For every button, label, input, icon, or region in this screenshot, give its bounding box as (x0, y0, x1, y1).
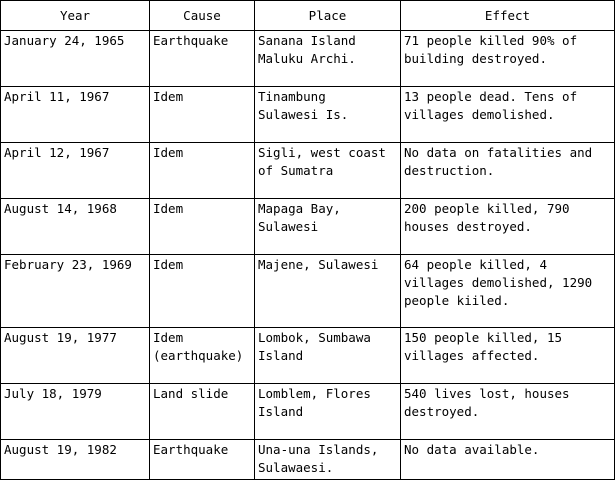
cell-year: August 19, 1982 (1, 440, 150, 480)
cell-place: Majene, Sulawesi (255, 255, 401, 328)
cell-year: April 11, 1967 (1, 87, 150, 143)
cell-cause: Land slide (150, 384, 255, 440)
cell-year: August 19, 1977 (1, 328, 150, 384)
table-row (1, 440, 615, 480)
cell-effect: 71 people killed 90% of building destroyed. (401, 31, 615, 87)
cell-effect: 13 people dead. Tens of villages demolished. (401, 87, 615, 143)
cell-place: Sigli, west coast of Sumatra (255, 143, 401, 199)
cell-effect: 540 lives lost, houses destroyed. (401, 384, 615, 440)
cell-effect: No data on fatalities and destruction. (401, 143, 615, 199)
cell-effect: 64 people killed, 4 villages demolished, 1290 people kiiled. (401, 255, 615, 328)
cell-year: February 23, 1969 (1, 255, 150, 328)
cell-year: January 24, 1965 (1, 31, 150, 87)
table-row (1, 384, 615, 440)
header-effect: Effect (401, 1, 615, 31)
header-cause: Cause (150, 1, 255, 31)
cell-cause: Idem (150, 199, 255, 255)
cell-place: Tinambung Sulawesi Is. (255, 87, 401, 143)
cell-cause: Idem (earthquake) (150, 328, 255, 384)
cell-year: April 12, 1967 (1, 143, 150, 199)
cell-place: Una-una Islands, Sulawaesi. (255, 440, 401, 480)
cell-cause: Idem (150, 255, 255, 328)
cell-effect: 200 people killed, 790 houses destroyed. (401, 199, 615, 255)
header-year: Year (1, 1, 150, 31)
cell-cause: Idem (150, 87, 255, 143)
cell-cause: Idem (150, 143, 255, 199)
cell-effect: No data available. (401, 440, 615, 480)
cell-place: Lomblem, Flores Island (255, 384, 401, 440)
cell-year: August 14, 1968 (1, 199, 150, 255)
cell-effect: 150 people killed, 15 villages affected. (401, 328, 615, 384)
table-row (1, 328, 615, 384)
table-header (1, 1, 615, 31)
table-row (1, 87, 615, 143)
cell-year: July 18, 1979 (1, 384, 150, 440)
table-row (1, 143, 615, 199)
cell-cause: Earthquake (150, 31, 255, 87)
header-row (1, 1, 615, 31)
table-row (1, 199, 615, 255)
header-place: Place (255, 1, 401, 31)
table-row (1, 255, 615, 328)
table-body (1, 31, 615, 480)
table-row (1, 31, 615, 87)
cell-place: Lombok, Sumbawa Island (255, 328, 401, 384)
cell-cause: Earthquake (150, 440, 255, 480)
cell-place: Sanana Island Maluku Archi. (255, 31, 401, 87)
cell-place: Mapaga Bay, Sulawesi (255, 199, 401, 255)
